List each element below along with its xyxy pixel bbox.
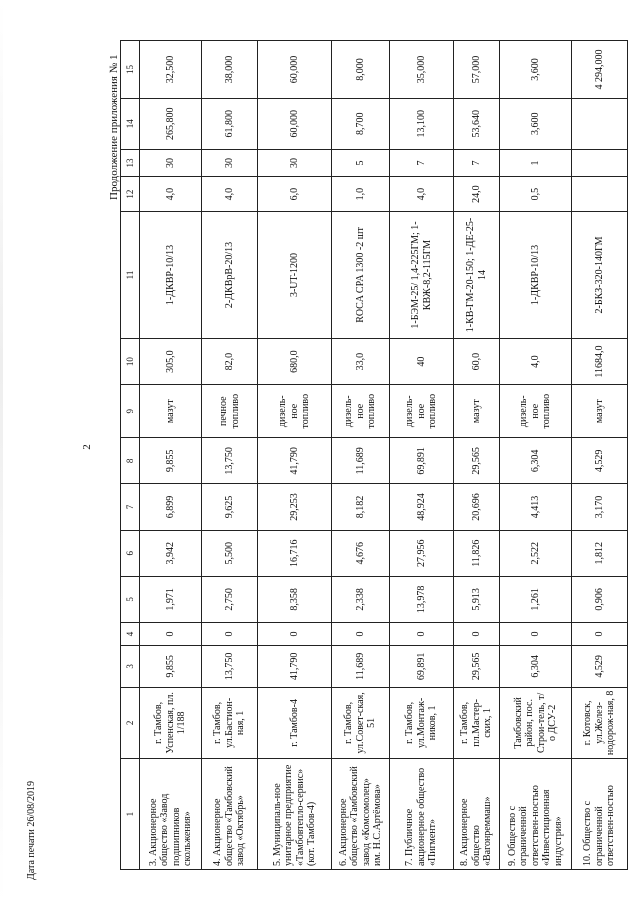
value-cell: 0: [572, 622, 628, 645]
organization-cell: 8. Акционерное общество «Вагонреммаш»: [454, 759, 500, 870]
value-cell: 16,716: [258, 530, 332, 576]
column-number: 5: [121, 576, 140, 622]
value-cell: 4,529: [572, 438, 628, 484]
column-number: 6: [121, 530, 140, 576]
value-cell: 30: [202, 149, 258, 177]
value-cell: 1,261: [500, 576, 572, 622]
organization-cell: 4. Акционерное общество «Тамбовский завод «Октябрь»: [202, 759, 258, 870]
value-cell: 11684,0: [572, 338, 628, 384]
column-number: 14: [121, 98, 140, 149]
column-number: 12: [121, 177, 140, 212]
value-cell: 2,338: [332, 576, 390, 622]
value-cell: 0: [140, 622, 202, 645]
value-cell: 1,971: [140, 576, 202, 622]
value-cell: 38,000: [202, 41, 258, 99]
address-cell: г. Тамбов, ул.Монтаж-ников, 1: [390, 687, 454, 759]
table-row: [500, 41, 572, 870]
value-cell: 3,942: [140, 530, 202, 576]
value-cell: 8,182: [332, 484, 390, 530]
value-cell: 4,0: [140, 177, 202, 212]
continuation-label: Продолжение приложения № 1: [108, 54, 120, 200]
value-cell: 11,826: [454, 530, 500, 576]
value-cell: [572, 177, 628, 212]
column-number-row: [121, 41, 140, 870]
value-cell: 13,750: [202, 438, 258, 484]
column-number: 11: [121, 211, 140, 338]
page-number: 2: [80, 444, 93, 450]
value-cell: 32,500: [140, 41, 202, 99]
value-cell: 0: [332, 622, 390, 645]
value-cell: 5,500: [202, 530, 258, 576]
address-cell: г. Тамбов-4: [258, 687, 332, 759]
value-cell: дизель-ное топливо: [332, 385, 390, 438]
value-cell: 1,812: [572, 530, 628, 576]
value-cell: 20,696: [454, 484, 500, 530]
value-cell: 680,0: [258, 338, 332, 384]
value-cell: 29,565: [454, 438, 500, 484]
value-cell: 40: [390, 338, 454, 384]
value-cell: 13,100: [390, 98, 454, 149]
column-number: 1: [121, 759, 140, 870]
value-cell: 57,000: [454, 41, 500, 99]
table-row: [454, 41, 500, 870]
value-cell: [572, 98, 628, 149]
value-cell: 7: [454, 149, 500, 177]
value-cell: 9,625: [202, 484, 258, 530]
value-cell: 3,600: [500, 98, 572, 149]
value-cell: 82,0: [202, 338, 258, 384]
organization-cell: 5. Муниципаль-ное унитарное предприятие «Тамбовтепло-сервис» (кот. Тамбов-4): [258, 759, 332, 870]
value-cell: 0: [390, 622, 454, 645]
value-cell: 2-ДКВрВ-20/13: [202, 211, 258, 338]
organization-cell: 7. Публичное акционерное общество «Пигмент»: [390, 759, 454, 870]
value-cell: 8,000: [332, 41, 390, 99]
value-cell: 0: [258, 622, 332, 645]
column-number: 7: [121, 484, 140, 530]
value-cell: 2,750: [202, 576, 258, 622]
column-number: 8: [121, 438, 140, 484]
organization-cell: 3. Акционерное общество «Завод подшипников скольжения»: [140, 759, 202, 870]
value-cell: 60,0: [454, 338, 500, 384]
value-cell: 3,600: [500, 41, 572, 99]
column-number: 4: [121, 622, 140, 645]
value-cell: [572, 149, 628, 177]
table-row: [390, 41, 454, 870]
address-cell: г. Тамбов, ул.Бастион-ная, 1: [202, 687, 258, 759]
table-row: [332, 41, 390, 870]
value-cell: 13,978: [390, 576, 454, 622]
value-cell: 29,253: [258, 484, 332, 530]
value-cell: 30: [258, 149, 332, 177]
value-cell: 0: [454, 622, 500, 645]
value-cell: 33,0: [332, 338, 390, 384]
value-cell: 2,522: [500, 530, 572, 576]
value-cell: 9,855: [140, 646, 202, 688]
table-row: [140, 41, 202, 870]
value-cell: 2-БКЗ-320-140ГМ: [572, 211, 628, 338]
value-cell: 9,855: [140, 438, 202, 484]
value-cell: 48,924: [390, 484, 454, 530]
value-cell: 60,000: [258, 98, 332, 149]
value-cell: 4,413: [500, 484, 572, 530]
rotated-table-wrapper: [120, 40, 617, 870]
table-row: [572, 41, 628, 870]
value-cell: 4,0: [202, 177, 258, 212]
value-cell: 4 294,000: [572, 41, 628, 99]
value-cell: 11,689: [332, 438, 390, 484]
value-cell: мазут: [454, 385, 500, 438]
value-cell: 27,956: [390, 530, 454, 576]
value-cell: 53,640: [454, 98, 500, 149]
value-cell: 24,0: [454, 177, 500, 212]
address-cell: г. Тамбов, ул.Совет-ская, 51: [332, 687, 390, 759]
value-cell: 0: [202, 622, 258, 645]
value-cell: 8,358: [258, 576, 332, 622]
value-cell: 4,0: [500, 338, 572, 384]
address-cell: г. Тамбов, пл.Мастер-ских, 1: [454, 687, 500, 759]
value-cell: 69,891: [390, 438, 454, 484]
value-cell: 6,899: [140, 484, 202, 530]
scan-edge: [0, 0, 3, 905]
value-cell: дизель-ное топливо: [390, 385, 454, 438]
column-number: 10: [121, 338, 140, 384]
value-cell: 7: [390, 149, 454, 177]
value-cell: 30: [140, 149, 202, 177]
value-cell: 1-ДКВР-10/13: [500, 211, 572, 338]
value-cell: 3,170: [572, 484, 628, 530]
column-number: 13: [121, 149, 140, 177]
value-cell: 29,565: [454, 646, 500, 688]
organization-cell: 6. Акционерное общество «Тамбовский завод «Комсомолец» им. Н.С.Артёмова»: [332, 759, 390, 870]
value-cell: 41,790: [258, 438, 332, 484]
value-cell: 0: [500, 622, 572, 645]
value-cell: дизель-ное топливо: [500, 385, 572, 438]
value-cell: 0,5: [500, 177, 572, 212]
value-cell: 41,790: [258, 646, 332, 688]
print-date: Дата печати 26/08/2019: [26, 781, 37, 880]
value-cell: 1-ДКВР-10/13: [140, 211, 202, 338]
column-number: 9: [121, 385, 140, 438]
value-cell: 60,000: [258, 41, 332, 99]
value-cell: 13,750: [202, 646, 258, 688]
value-cell: 8,700: [332, 98, 390, 149]
value-cell: мазут: [140, 385, 202, 438]
value-cell: 0,906: [572, 576, 628, 622]
value-cell: 4,529: [572, 646, 628, 688]
value-cell: 1-БЭМ-25/ 1,4-225ГМ; 1-КВЖ-8,2-115ГМ: [390, 211, 454, 338]
column-number: 15: [121, 41, 140, 99]
column-number: 3: [121, 646, 140, 688]
value-cell: дизель-ное топливо: [258, 385, 332, 438]
value-cell: 6,0: [258, 177, 332, 212]
value-cell: 6,304: [500, 646, 572, 688]
column-number: 2: [121, 687, 140, 759]
value-cell: ROCA CPA 1300 -2 шт: [332, 211, 390, 338]
value-cell: 11,689: [332, 646, 390, 688]
value-cell: 4,676: [332, 530, 390, 576]
table-body: [140, 41, 628, 870]
address-cell: Тамбовский район, пос. Строи-тель, т/о ДСУ-2: [500, 687, 572, 759]
value-cell: 5,913: [454, 576, 500, 622]
value-cell: мазут: [572, 385, 628, 438]
table-row: [202, 41, 258, 870]
value-cell: 1,0: [332, 177, 390, 212]
value-cell: 305,0: [140, 338, 202, 384]
organization-cell: 9. Общество с ограниченной ответствен-ностью «Инвестиционная индустрия»: [500, 759, 572, 870]
address-cell: г. Котовск, ул.Желез-нодорож-ная, 8: [572, 687, 628, 759]
value-cell: 4,0: [390, 177, 454, 212]
value-cell: 69,891: [390, 646, 454, 688]
value-cell: 5: [332, 149, 390, 177]
value-cell: 61,800: [202, 98, 258, 149]
value-cell: 1: [500, 149, 572, 177]
value-cell: 6,304: [500, 438, 572, 484]
value-cell: 1-КВ-ГМ-20-150; 1-ДЕ-25-14: [454, 211, 500, 338]
value-cell: 265,800: [140, 98, 202, 149]
value-cell: 3-UT-1200: [258, 211, 332, 338]
address-cell: г. Тамбов, Успенская, пл. 1/188: [140, 687, 202, 759]
organization-cell: 10. Общество с ограниченной ответствен-ностью: [572, 759, 628, 870]
table-row: [258, 41, 332, 870]
data-table: [120, 40, 628, 870]
value-cell: 35,000: [390, 41, 454, 99]
value-cell: печное топливо: [202, 385, 258, 438]
